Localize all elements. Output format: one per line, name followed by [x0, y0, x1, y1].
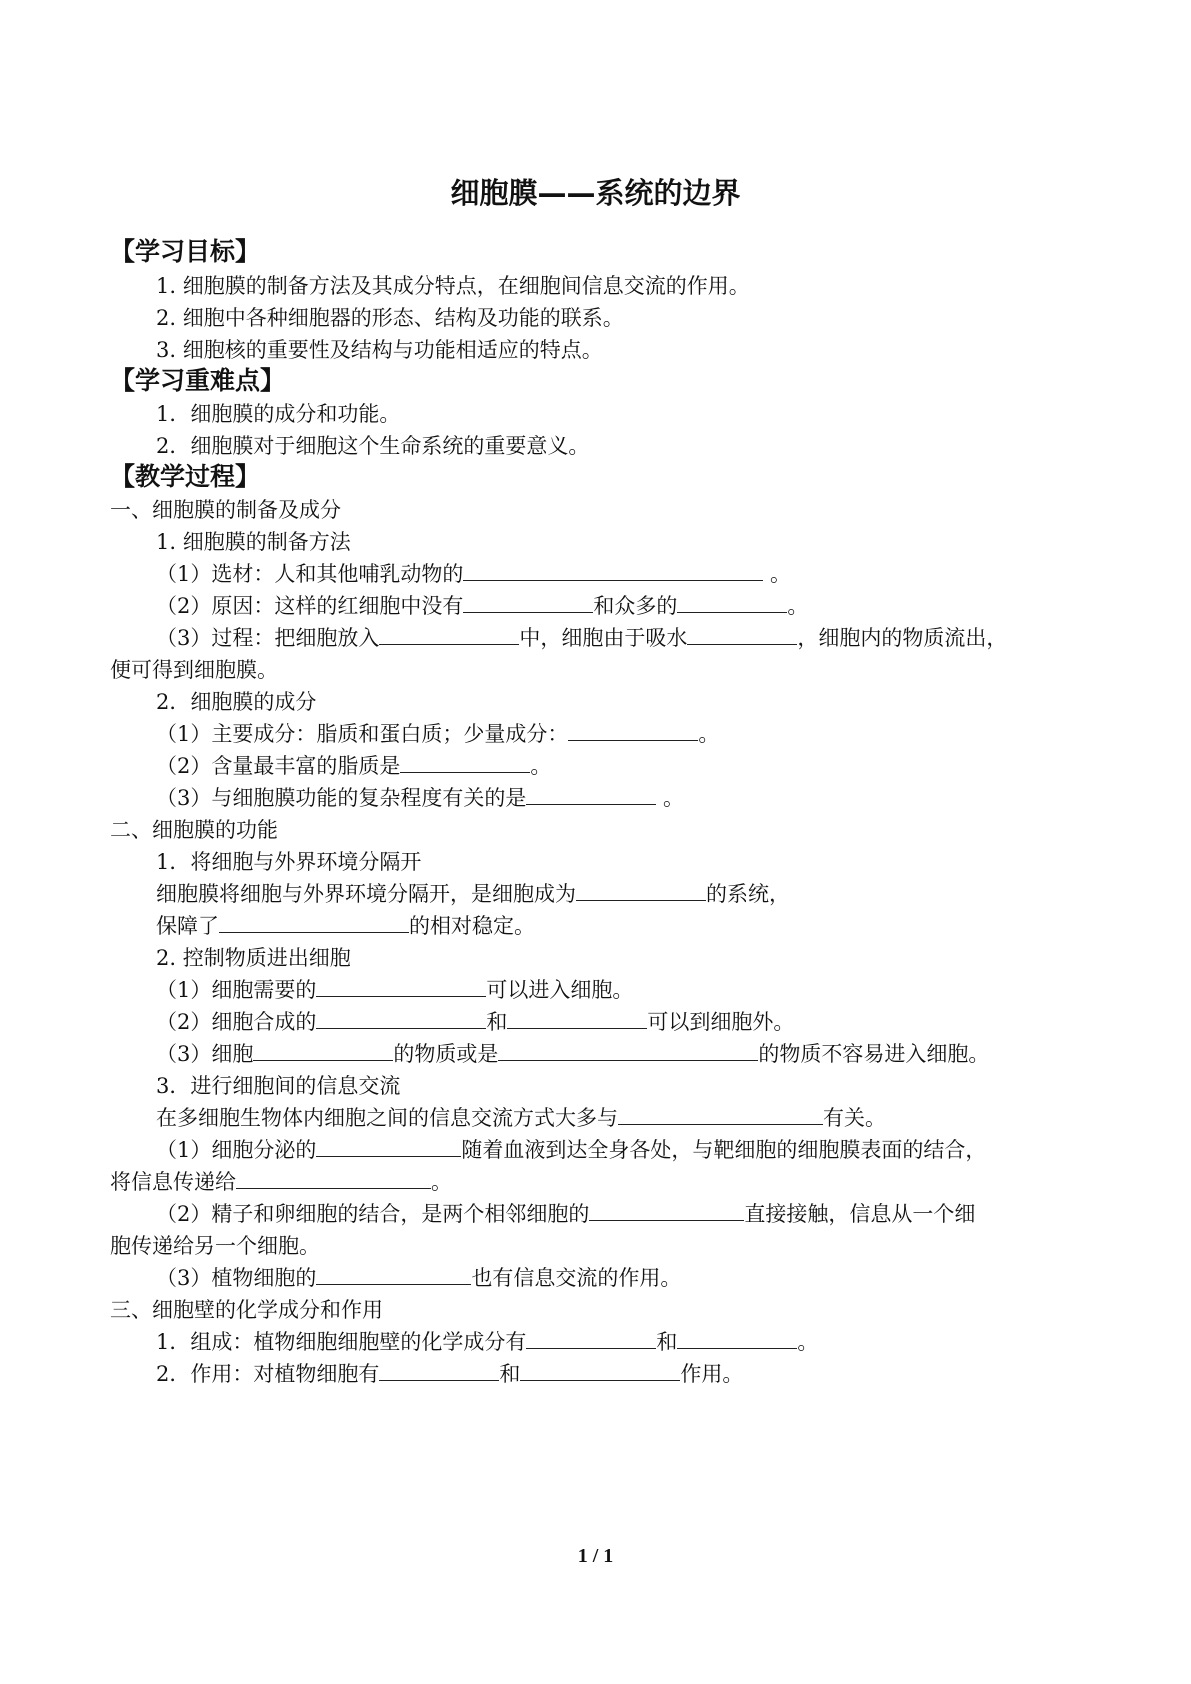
text-line: 2．细胞膜的成分 — [156, 690, 317, 714]
text-line: （2）含量最丰富的脂质是 。 — [156, 754, 552, 778]
fill-in-blank[interactable] — [463, 560, 763, 581]
fill-in-blank[interactable] — [677, 1328, 797, 1349]
fill-in-blank[interactable] — [687, 624, 797, 645]
text-line: （3）细胞 的物质或是 的物质不容易进入细胞。 — [156, 1042, 990, 1066]
text-line: （3）过程：把细胞放入 中，细胞由于吸水 ，细胞内的物质流出， — [156, 626, 1008, 650]
fill-in-blank[interactable] — [400, 752, 530, 773]
text-line: 在多细胞生物体内细胞之间的信息交流方式大多与 有关。 — [156, 1106, 886, 1130]
text-line: （1）主要成分：脂质和蛋白质；少量成分： 。 — [156, 722, 720, 746]
fill-in-blank[interactable] — [253, 1040, 393, 1061]
text-line: 便可得到细胞膜。 — [110, 658, 278, 682]
fill-in-blank[interactable] — [463, 592, 593, 613]
text-line: （1）选材：人和其他哺乳动物的 。 — [156, 562, 792, 586]
fill-in-blank[interactable] — [219, 912, 409, 933]
text-line: 保障了 的相对稳定。 — [156, 914, 535, 938]
text-line: 三、细胞壁的化学成分和作用 — [110, 1298, 383, 1322]
text-line: 1．细胞膜的成分和功能。 — [156, 402, 401, 426]
section-heading: 【学习目标】 — [110, 237, 261, 266]
section-heading: 【学习重难点】 — [110, 366, 286, 395]
text-line: 一、细胞膜的制备及成分 — [110, 498, 341, 522]
fill-in-blank[interactable] — [507, 1008, 647, 1029]
text-line: 2．细胞膜对于细胞这个生命系统的重要意义。 — [156, 434, 590, 458]
fill-in-blank[interactable] — [520, 1360, 680, 1381]
text-line: （2）细胞合成的 和 可以到细胞外。 — [156, 1010, 795, 1034]
text-line: （3）与细胞膜功能的复杂程度有关的是 。 — [156, 786, 685, 810]
text-line: 1．组成：植物细胞细胞壁的化学成分有 和 。 — [156, 1330, 819, 1354]
text-line: 2．作用：对植物细胞有 和 作用。 — [156, 1362, 744, 1386]
fill-in-blank[interactable] — [316, 976, 486, 997]
fill-in-blank[interactable] — [379, 624, 519, 645]
fill-in-blank[interactable] — [589, 1200, 744, 1221]
fill-in-blank[interactable] — [498, 1040, 758, 1061]
fill-in-blank[interactable] — [576, 880, 706, 901]
fill-in-blank[interactable] — [316, 1264, 471, 1285]
text-line: 2. 细胞中各种细胞器的形态、结构及功能的联系。 — [156, 306, 624, 330]
text-line: （3）植物细胞的 也有信息交流的作用。 — [156, 1266, 682, 1290]
text-line: 将信息传递给 。 — [110, 1170, 452, 1194]
fill-in-blank[interactable] — [379, 1360, 499, 1381]
text-line: 胞传递给另一个细胞。 — [110, 1234, 320, 1258]
text-line: （2）原因：这样的红细胞中没有 和众多的 。 — [156, 594, 809, 618]
text-line: （1）细胞分泌的 随着血液到达全身各处，与靶细胞的细胞膜表面的结合， — [156, 1138, 987, 1162]
text-line: 3. 细胞核的重要性及结构与功能相适应的特点。 — [156, 338, 603, 362]
fill-in-blank[interactable] — [316, 1008, 486, 1029]
fill-in-blank[interactable] — [677, 592, 787, 613]
section-heading: 【教学过程】 — [110, 462, 261, 491]
text-line: 二、细胞膜的功能 — [110, 818, 278, 842]
fill-in-blank[interactable] — [618, 1104, 823, 1125]
text-line: 1. 细胞膜的制备方法 — [156, 530, 351, 554]
text-line: 3．进行细胞间的信息交流 — [156, 1074, 401, 1098]
fill-in-blank[interactable] — [316, 1136, 461, 1157]
fill-in-blank[interactable] — [236, 1168, 431, 1189]
text-line: （1）细胞需要的 可以进入细胞。 — [156, 978, 634, 1002]
text-line: 1．将细胞与外界环境分隔开 — [156, 850, 422, 874]
text-line: 1. 细胞膜的制备方法及其成分特点，在细胞间信息交流的作用。 — [156, 274, 750, 298]
page-number: 1 / 1 — [577, 1545, 614, 1567]
fill-in-blank[interactable] — [526, 784, 656, 805]
page-title: 细胞膜——系统的边界 — [450, 176, 741, 210]
fill-in-blank[interactable] — [526, 1328, 656, 1349]
fill-in-blank[interactable] — [568, 720, 698, 741]
text-line: 2. 控制物质进出细胞 — [156, 946, 351, 970]
text-line: 细胞膜将细胞与外界环境分隔开，是细胞成为 的系统， — [156, 882, 790, 906]
text-line: （2）精子和卵细胞的结合，是两个相邻细胞的 直接接触，信息从一个细 — [156, 1202, 976, 1226]
